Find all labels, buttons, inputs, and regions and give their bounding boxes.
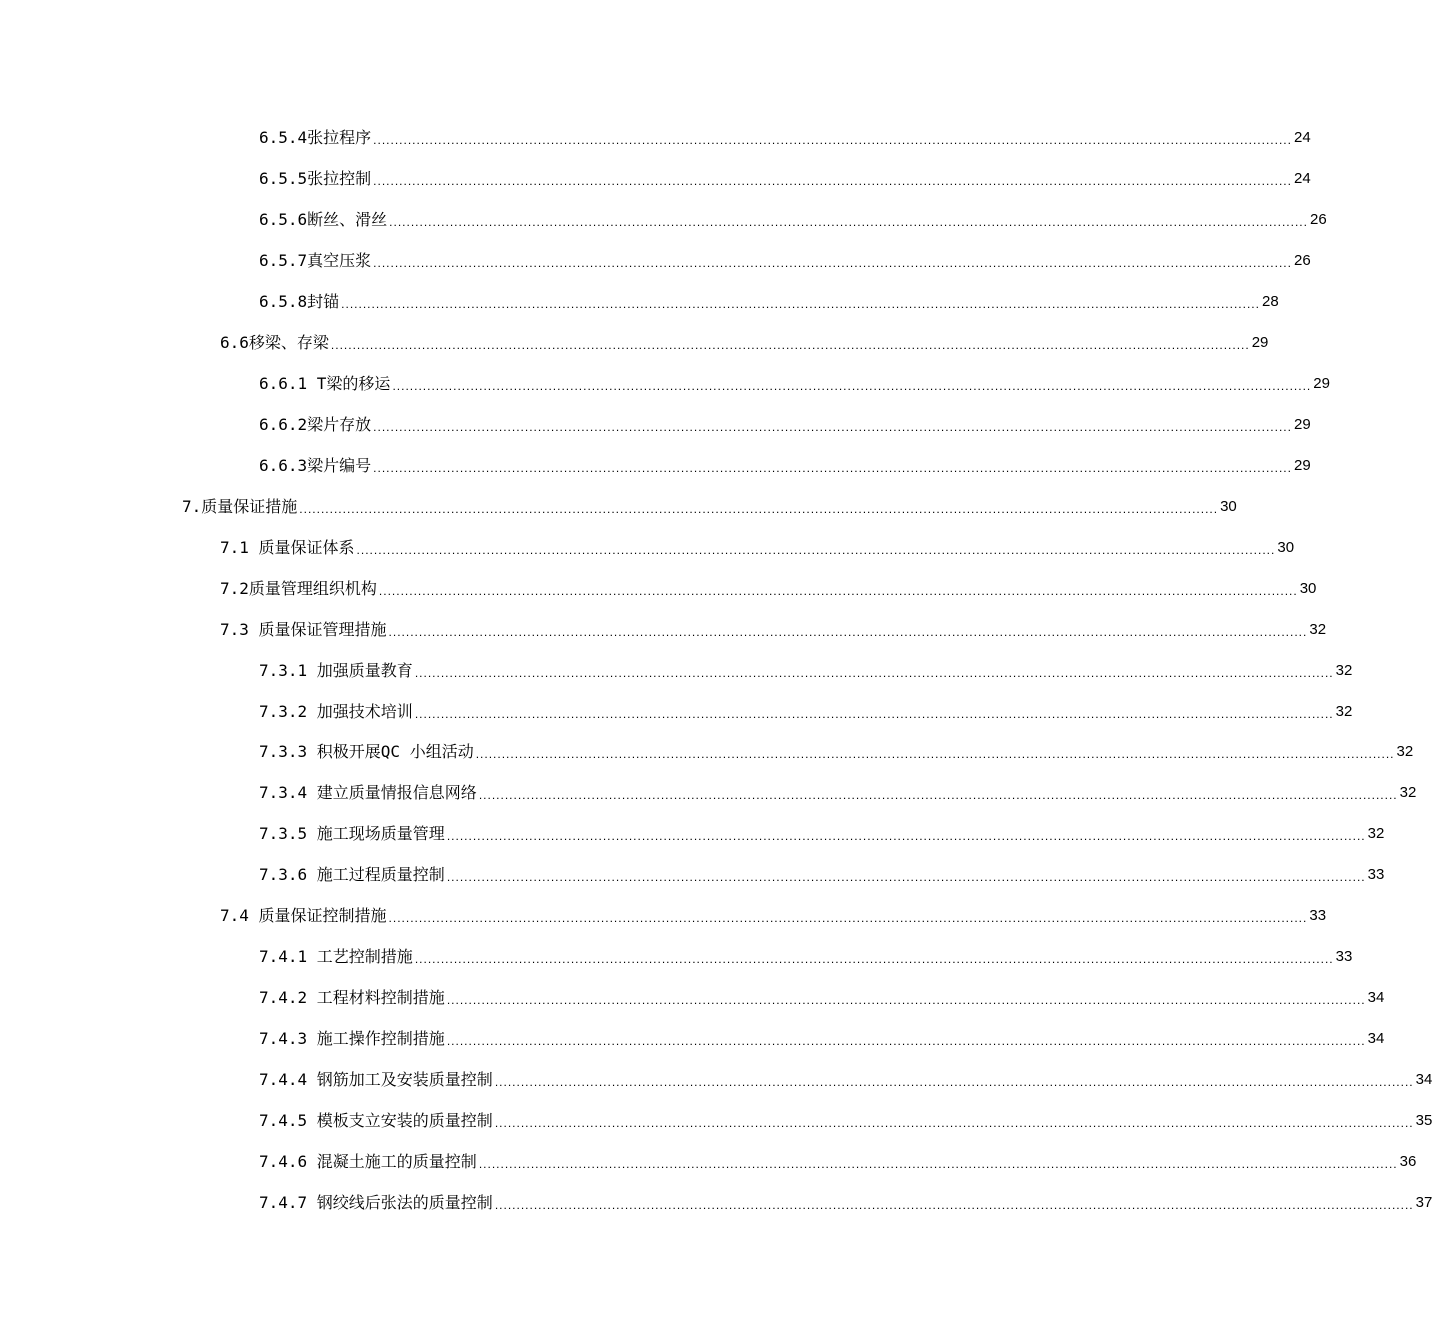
toc-entry-title: 7.4.5 模板支立安装的质量控制	[259, 1111, 493, 1130]
toc-entry[interactable]	[259, 124, 1311, 148]
toc-entry-page: 36	[1399, 1153, 1417, 1170]
toc-entry[interactable]	[259, 1107, 1432, 1131]
toc-leader-dots: ....................................................................................................................................................................................................................	[494, 1116, 1414, 1130]
toc-entry-title: 6.5.6断丝、滑丝	[259, 210, 388, 229]
toc-entry-title: 6.5.5张拉控制	[259, 169, 372, 188]
toc-entry-page: 32	[1367, 825, 1385, 842]
toc-entry-title: 7.3.5 施工现场质量管理	[259, 824, 445, 843]
toc-entry[interactable]	[220, 616, 1327, 640]
toc-entry-title: 7.4.6 混凝土施工的质量控制	[259, 1152, 477, 1171]
toc-entry-title: 6.6.2梁片存放	[259, 415, 372, 434]
toc-entry-page: 32	[1396, 743, 1414, 760]
toc-entry[interactable]	[259, 943, 1353, 967]
toc-leader-dots: ....................................................................................................................................................................................................................	[356, 543, 1276, 557]
toc-entry[interactable]	[220, 575, 1317, 599]
toc-entry[interactable]	[220, 902, 1327, 926]
toc-entry-title: 7.4.4 钢筋加工及安装质量控制	[259, 1070, 493, 1089]
toc-leader-dots: ....................................................................................................................................................................................................................	[299, 502, 1219, 516]
toc-entry-page: 24	[1293, 129, 1311, 146]
toc-entry[interactable]	[259, 738, 1414, 762]
toc-leader-dots: ....................................................................................................................................................................................................................	[373, 461, 1292, 475]
toc-entry-page: 30	[1277, 539, 1295, 556]
toc-entry-page: 28	[1261, 293, 1279, 310]
toc-entry[interactable]	[259, 452, 1311, 476]
toc-leader-dots: ....................................................................................................................................................................................................................	[373, 420, 1292, 434]
toc-entry-page: 29	[1293, 416, 1311, 433]
toc-entry-title: 7.3.4 建立质量情报信息网络	[259, 783, 477, 802]
toc-entry[interactable]	[259, 657, 1353, 681]
toc-leader-dots: ....................................................................................................................................................................................................................	[478, 788, 1398, 802]
toc-entry-title: 7.3.6 施工过程质量控制	[259, 865, 445, 884]
toc-entry-title: 6.5.4张拉程序	[259, 128, 372, 147]
toc-entry-title: 7.4.3 施工操作控制措施	[259, 1029, 445, 1048]
toc-entry[interactable]	[259, 1148, 1417, 1172]
toc-entry-title: 7.3.2 加强技术培训	[259, 702, 413, 721]
toc-entry-page: 29	[1313, 375, 1330, 392]
toc-leader-dots: ....................................................................................................................................................................................................................	[414, 707, 1334, 721]
toc-entry-page: 29	[1293, 457, 1311, 474]
toc-entry-page: 26	[1309, 211, 1327, 228]
toc-entry-page: 30	[1220, 498, 1237, 515]
toc-entry[interactable]	[259, 1066, 1432, 1090]
toc-leader-dots: ....................................................................................................................................................................................................................	[446, 829, 1366, 843]
toc-leader-dots: ....................................................................................................................................................................................................................	[388, 625, 1308, 639]
toc-entry[interactable]	[259, 411, 1311, 435]
toc-entry[interactable]	[220, 329, 1269, 353]
toc-leader-dots: ....................................................................................................................................................................................................................	[341, 297, 1260, 311]
toc-leader-dots: ....................................................................................................................................................................................................................	[373, 133, 1292, 147]
toc-entry-page: 33	[1367, 866, 1385, 883]
toc-entry-title: 7.质量保证措施	[182, 497, 298, 516]
toc-leader-dots: ....................................................................................................................................................................................................................	[388, 911, 1308, 925]
toc-leader-dots: ....................................................................................................................................................................................................................	[330, 338, 1250, 352]
toc-entry[interactable]	[259, 779, 1417, 803]
toc-entry-title: 7.3.3 积极开展QC 小组活动	[259, 742, 474, 761]
toc-entry[interactable]	[259, 206, 1327, 230]
toc-entry-page: 30	[1299, 580, 1317, 597]
toc-entry[interactable]	[259, 247, 1311, 271]
toc-leader-dots: ....................................................................................................................................................................................................................	[478, 1157, 1398, 1171]
toc-entry-title: 6.6.3梁片编号	[259, 456, 372, 475]
toc-leader-dots: ....................................................................................................................................................................................................................	[414, 666, 1334, 680]
toc-entry-title: 6.6移梁、存梁	[220, 333, 329, 352]
toc-leader-dots: ....................................................................................................................................................................................................................	[446, 870, 1366, 884]
toc-entry[interactable]	[220, 534, 1295, 558]
toc-entry-page: 34	[1367, 1030, 1385, 1047]
toc-entry-page: 32	[1335, 662, 1353, 679]
toc-entry-title: 6.5.8封锚	[259, 292, 340, 311]
toc-leader-dots: ....................................................................................................................................................................................................................	[446, 1034, 1366, 1048]
toc-leader-dots: ....................................................................................................................................................................................................................	[475, 747, 1395, 761]
toc-leader-dots: ....................................................................................................................................................................................................................	[494, 1198, 1414, 1212]
toc-entry-title: 7.3 质量保证管理措施	[220, 620, 387, 639]
toc-entry-title: 7.4.2 工程材料控制措施	[259, 988, 445, 1007]
toc-entry-page: 35	[1415, 1112, 1432, 1129]
toc-entry[interactable]	[259, 165, 1311, 189]
toc-entry-page: 34	[1367, 989, 1385, 1006]
toc-entry-title: 6.6.1 T梁的移运	[259, 374, 391, 393]
toc-entry[interactable]	[182, 493, 1237, 517]
toc-leader-dots: ....................................................................................................................................................................................................................	[389, 215, 1308, 229]
toc-entry-page: 32	[1335, 703, 1353, 720]
toc-leader-dots: ....................................................................................................................................................................................................................	[392, 379, 1312, 393]
toc-leader-dots: ....................................................................................................................................................................................................................	[373, 174, 1292, 188]
toc-entry[interactable]	[259, 1189, 1432, 1213]
toc-entry-title: 7.4 质量保证控制措施	[220, 906, 387, 925]
toc-entry[interactable]	[259, 820, 1385, 844]
toc-entry-title: 7.1 质量保证体系	[220, 538, 355, 557]
toc-entry-page: 32	[1399, 784, 1417, 801]
toc-entry-page: 37	[1415, 1194, 1432, 1211]
toc-leader-dots: ....................................................................................................................................................................................................................	[446, 993, 1366, 1007]
toc-entry-title: 7.4.7 钢绞线后张法的质量控制	[259, 1193, 493, 1212]
toc-entry[interactable]	[259, 984, 1385, 1008]
toc-entry-page: 34	[1415, 1071, 1432, 1088]
toc-leader-dots: ....................................................................................................................................................................................................................	[378, 584, 1298, 598]
toc-entry-page: 29	[1251, 334, 1269, 351]
toc-leader-dots: ....................................................................................................................................................................................................................	[373, 256, 1292, 270]
toc-entry-page: 33	[1335, 948, 1353, 965]
toc-entry-page: 24	[1293, 170, 1311, 187]
toc-entry[interactable]	[259, 288, 1279, 312]
toc-entry-title: 7.4.1 工艺控制措施	[259, 947, 413, 966]
toc-leader-dots: ....................................................................................................................................................................................................................	[414, 952, 1334, 966]
toc-entry-page: 26	[1293, 252, 1311, 269]
toc-entry-page: 32	[1309, 621, 1327, 638]
toc-entry-title: 7.3.1 加强质量教育	[259, 661, 413, 680]
toc-entry[interactable]	[259, 861, 1385, 885]
toc-entry[interactable]	[259, 698, 1353, 722]
toc-entry-title: 7.2质量管理组织机构	[220, 579, 377, 598]
toc-leader-dots: ....................................................................................................................................................................................................................	[494, 1075, 1414, 1089]
toc-entry[interactable]	[259, 1025, 1385, 1049]
toc-entry-title: 6.5.7真空压浆	[259, 251, 372, 270]
toc-entry-page: 33	[1309, 907, 1327, 924]
toc-entry[interactable]	[259, 370, 1330, 394]
